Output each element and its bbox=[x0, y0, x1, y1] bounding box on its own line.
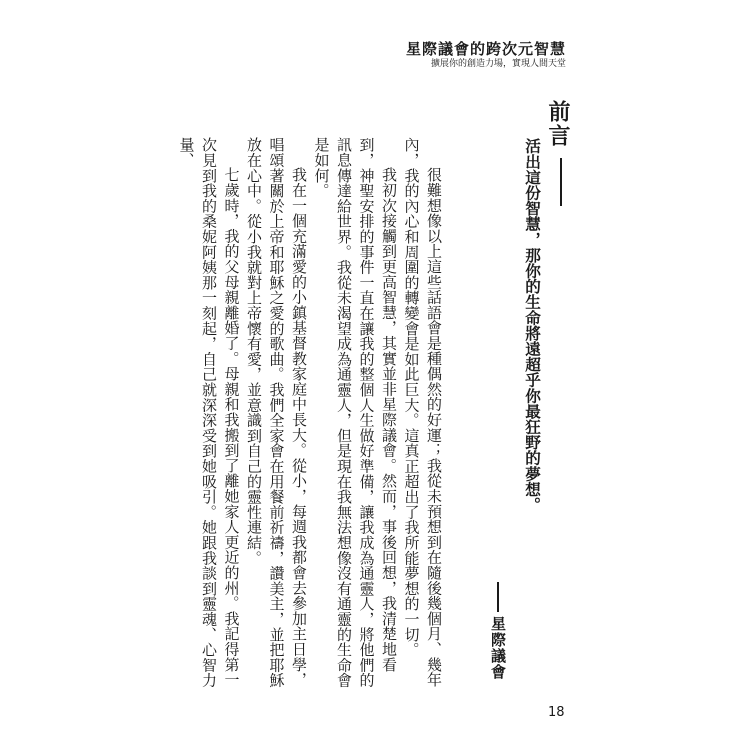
book-subtitle: 擴展你的創造力場，實現人間天堂 bbox=[430, 59, 566, 69]
paragraph: 我初次接觸到更高智慧，其實並非星際議會。然而，事後回想，我清楚地看到，神聖安排的事件一直在讓我的整個人生做好準備，讓我成為通靈人，將他們的訊息傳達給世界。我從未渴望成為通靈人，但是現在我無法想像沒有通靈的生命會是如何。 bbox=[312, 137, 398, 688]
running-header bbox=[406, 40, 566, 70]
paragraph: 很難想像以上這些話語會是種偶然的好運；我從未預想到在隨後幾個月、幾年內，我的內心和周圍的轉變會是如此巨大。這真正超出了我所能夢想的一切。 bbox=[402, 137, 443, 688]
paragraph: 我在一個充滿愛的小鎮基督教家庭中長大。從小，每週我都會去參加主日學，唱頌著關於上帝和耶穌之愛的歌曲。我們全家會在用餐前祈禱，讚美主，並把耶穌放在心中。從小我就對上帝懷有愛，並意識到自己的靈性連結。 bbox=[245, 137, 308, 688]
chapter-title: 前言 bbox=[545, 100, 571, 148]
chapter-title-dash bbox=[560, 158, 562, 206]
book-title: 星際議會的跨次元智慧 bbox=[405, 40, 566, 58]
body-text bbox=[175, 137, 445, 697]
epigraph-attribution: 星際議會 bbox=[489, 616, 507, 680]
page-number: 18 bbox=[548, 705, 565, 720]
epigraph: 活出這份智慧，那你的生命將遠超乎你最狂野的夢想。 bbox=[523, 138, 542, 513]
paragraph: 七歲時，我的父母親離婚了。母親和我搬到了離她家人更近的州。我記得第一次見到我的桑妮阿姨那一刻起，自己就深深受到她吸引。她跟我談到靈魂、心智力量、 bbox=[177, 137, 241, 688]
attribution-dash bbox=[497, 582, 499, 612]
